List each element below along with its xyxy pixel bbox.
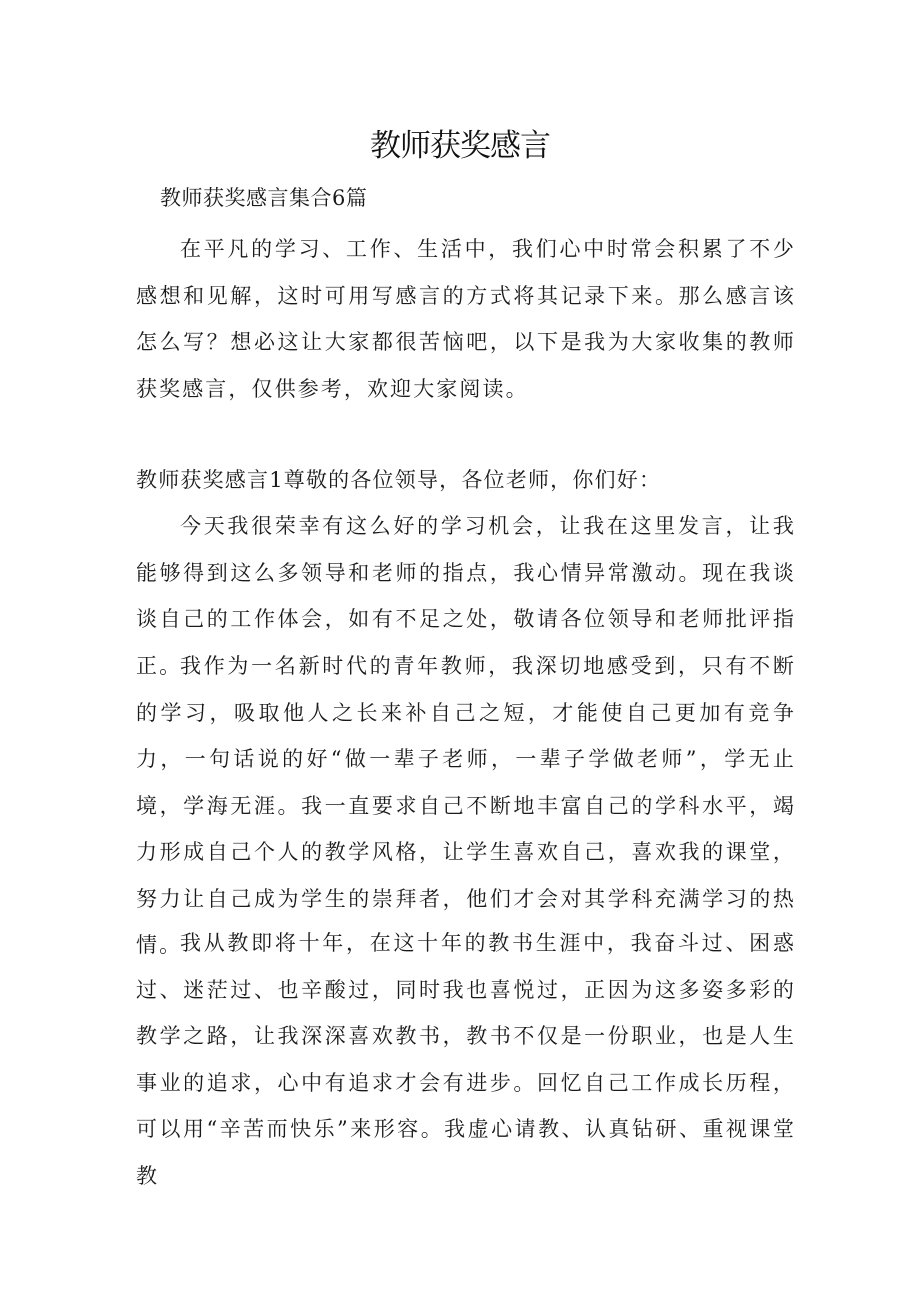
body-paragraph-3: 我从教即将十年，在这十年的教书生涯中，我奋斗过、困惑过、迷茫过、也辛酸过，同时我也喜悦过，正因为这多姿多彩的教学之路，让我深深喜欢教书，教书不仅是一份职业，也是人生事业的追求，心中有追求才会有进步。回忆自己工作成长历程，可以用“辛苦而快乐”来形容。我虚心请教、认真钻研、重视课堂教 — [136, 931, 796, 1188]
section-heading: 教师获奖感言1尊敬的各位领导，各位老师，你们好： — [136, 468, 662, 492]
body-paragraph-1: 今天我很荣幸有这么好的学习机会，让我在这里发言，让我能够得到这么多领导和老师的指点，我心情异常激动。现在我谈谈自己的工作体会，如有不足之处，敬请各位领导和老师批评指正。 — [136, 514, 796, 678]
document-subtitle: 教师获奖感言集合6篇 — [160, 186, 368, 210]
body-paragraph-2: 我作为一名新时代的青年教师，我深切地感受到，只有不断的学习，吸取他人之长来补自己之短，才能使自己更加有竞争力，一句话说的好“做一辈子老师，一辈子学做老师”，学无止境，学海无涯。我一直要求自己不断地丰富自己的学科水平，竭力形成自己个人的教学风格，让学生喜欢自己，喜欢我的课堂，努力让自己成为学生的崇拜者，他们才会对其学科充满学习的热情。 — [136, 654, 796, 957]
document-title: 教师获奖感言 — [370, 128, 550, 164]
intro-paragraph: 在平凡的学习、工作、生活中，我们心中时常会积累了不少感想和见解，这时可用写感言的方式将其记录下来。那么感言该怎么写？想必这让大家都很苦恼吧，以下是我为大家收集的教师获奖感言，仅供参考，欢迎大家阅读。 — [136, 237, 796, 401]
